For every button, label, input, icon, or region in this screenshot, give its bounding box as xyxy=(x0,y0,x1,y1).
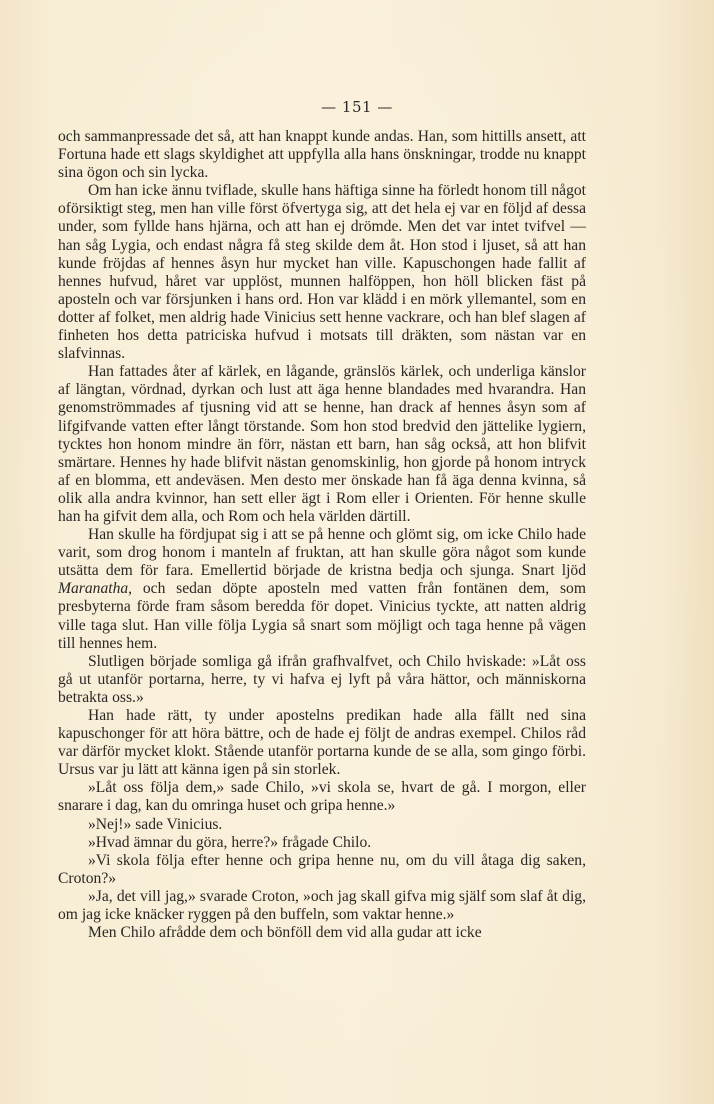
paragraph-3: Han fattades åter af kärlek, en lågande, gränslös kärlek, och underliga känslor af längtan, vördnad, dyrkan och lust att äga henne blandades med hvarandra. Han genomströmmades af tjusning vid att se henne, han drack af hennes åsyn som af lifgifvande vatten efter långt törstande. Som hon stod bredvid den jättelike lygiern, tycktes hon honom mindre än förr, nästan ett barn, han såg också, att hon blifvit smärtare. Hennes hy hade blifvit nästan genomskinlig, hon gjorde på honom intryck af en blomma, ett andeväsen. Men desto mer önskade han få äga denna kvinna, så olik alla andra kvinnor, han sett eller ägt i Rom eller i Orienten. För henne skulle han ha gifvit dem alla, och Rom och hela världen därtill. xyxy=(58,363,586,525)
paragraph-1: och sammanpressade det så, att han knappt kunde andas. Han, som hittills ansett, att Fortuna hade ett slags skyldighet att uppfylla alla hans önskningar, trodde nu knappt sina ögon och sin lycka. xyxy=(58,128,586,182)
paragraph-10: »Vi skola följa efter henne och gripa henne nu, om du vill åtaga dig saken, Croton?» xyxy=(58,851,586,887)
paragraph-11: »Ja, det vill jag,» svarade Croton, »och jag skall gifva mig själf som slaf åt dig, om jag icke knäcker ryggen på den buffeln, som vaktar henne.» xyxy=(58,887,586,924)
page-number: — 151 — xyxy=(321,98,393,116)
paragraph-12: Men Chilo afrådde dem och bönföll dem vid alla gudar att icke xyxy=(88,924,482,942)
paragraph-9: »Hvad ämnar du göra, herre?» frågade Chilo. xyxy=(88,833,372,851)
paragraph-5: Slutligen började somliga gå ifrån grafhvalfvet, och Chilo hviskade: »Låt oss gå ut utanför portarna, herre, ty vi hafva ej lyft på våra hättor, och människorna betrakta oss.» xyxy=(58,652,586,706)
paragraph-7: »Låt oss följa dem,» sade Chilo, »vi skola se, hvart de gå. I morgon, eller snarare i dag, kan du omringa huset och gripa henne.» xyxy=(58,779,586,815)
paragraph-8: »Nej!» sade Vinicius. xyxy=(88,815,223,833)
paragraph-2: Om han icke ännu tviflade, skulle hans häftiga sinne ha förledt honom till något oförsiktigt steg, men han ville först öfvertyga sig, att det hela ej var en följd af dessa under, som fyllde hans hjärna, och att han ej drömde. Men det var intet tvifvel — han såg Lygia, och endast några få steg skilde dem åt. Hon stod i ljuset, så att han kunde fröjdas af hennes åsyn hur mycket han ville. Kapuschongen hade fallit af hennes hufvud, håret var upplöst, munnen halföppen, hon höll blicken fäst på aposteln och var försjunken i hans ord. Hon var klädd i en mörk yllemantel, som en dotter af folket, men aldrig hade Vinicius sett henne vackrare, och han blef slagen af finheten hos detta patriciska hufvud i motsats till dräkten, som nästan var en slafvinnas. xyxy=(58,182,587,363)
body-text xyxy=(58,128,586,942)
paragraph-4: Han skulle ha fördjupat sig i att se på henne och glömt sig, om icke Chilo hade varit, som drog honom i manteln af fruktan, att han skulle göra något som kunde utsätta dem för fara. Emellertid började de kristna bedja och sjunga. Snart ljöd Maranatha, och sedan döpte aposteln med vatten från fontänen dem, som presbyterna förde fram såsom beredda för dopet. Vinicius tyckte, att natten aldrig ville taga slut. Han ville följa Lygia så snart som möjligt och taga henne på vägen till hennes hem. xyxy=(58,526,586,652)
italic-word: Maranatha xyxy=(58,580,129,598)
paragraph-6: Han hade rätt, ty under apostelns predikan hade alla fällt ned sina kapuschonger för att höra bättre, och de hade ej följt de andras exempel. Chilos råd var därför mycket klokt. Stående utanför portarna kunde de se alla, som gingo förbi. Ursus var ju lätt att känna igen på sin storlek. xyxy=(58,707,586,779)
